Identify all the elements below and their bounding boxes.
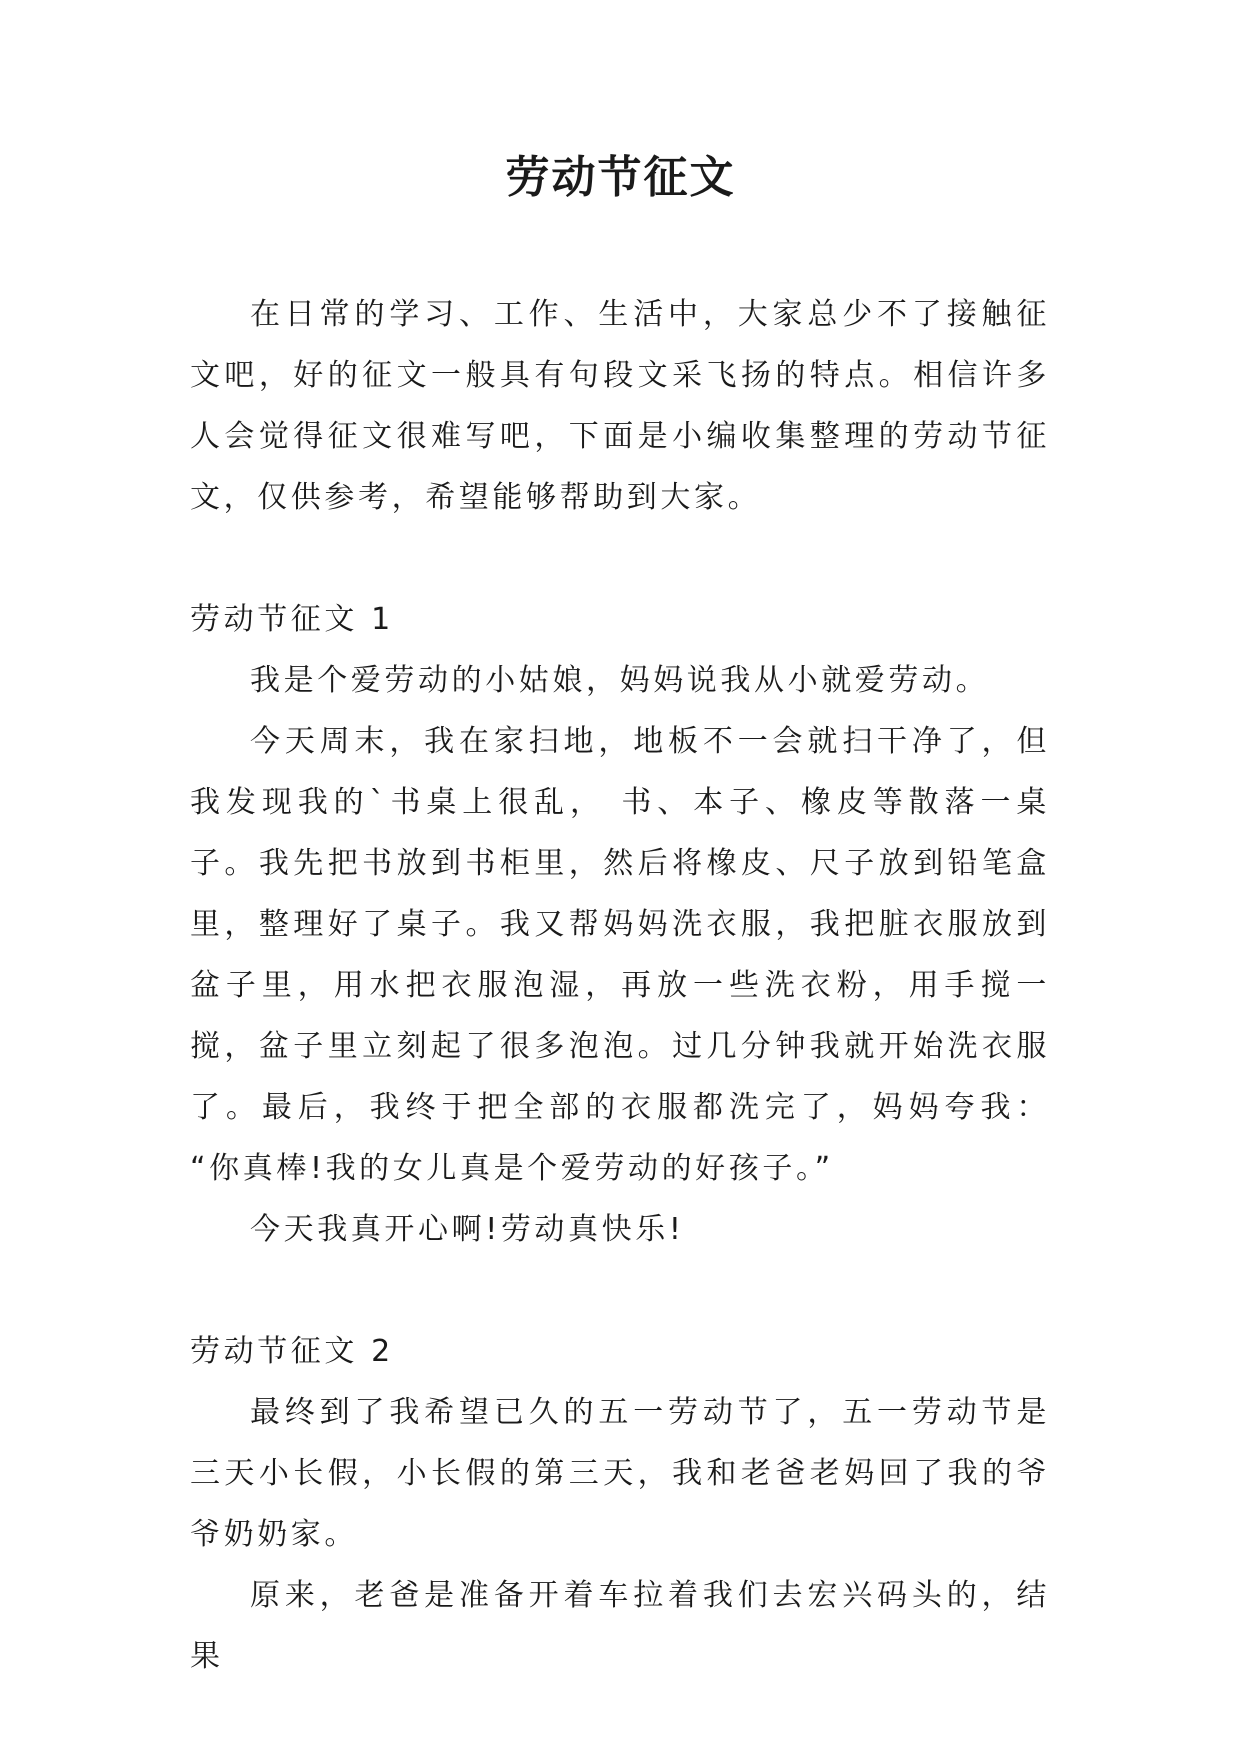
section-heading: 劳动节征文 2 (190, 1334, 394, 1369)
body-paragraph: 今天周末，我在家扫地，地板不一会就扫干净了，但我发现我的`书桌上很乱， 书、本子、橡皮等散落一桌子。我先把书放到书柜里，然后将橡皮、尺子放到铅笔盒里，整理好了桌子。我又帮妈妈洗衣服，我把脏衣服放到盆子里，用水把衣服泡湿，再放一些洗衣粉，用手搅一搅，盆子里立刻起了很多泡泡。过几分钟我就开始洗衣服了。最后，我终于把全部的衣服都洗完了，妈妈夸我： “你真棒!我的女儿真是个爱劳动的好孩子。” (190, 724, 1050, 1186)
section-spacer (190, 528, 1050, 589)
document-title: 劳动节征文 (505, 152, 736, 203)
intro-paragraph: 在日常的学习、工作、生活中，大家总少不了接触征文吧，好的征文一般具有句段文采飞扬的特点。相信许多人会觉得征文很难写吧，下面是小编收集整理的劳动节征文，仅供参考，希望能够帮助到大家。 (190, 297, 1050, 515)
section-spacer (190, 1260, 1050, 1321)
section-heading: 劳动节征文 1 (190, 602, 394, 637)
document-body (190, 284, 1050, 1687)
body-paragraph: 最终到了我希望已久的五一劳动节了，五一劳动节是三天小长假，小长假的第三天，我和老爸老妈回了我的爷爷奶奶家。 (190, 1395, 1050, 1552)
body-paragraph: 我是个爱劳动的小姑娘，妈妈说我从小就爱劳动。 (250, 663, 990, 698)
body-paragraph: 原来，老爸是准备开着车拉着我们去宏兴码头的，结果 (190, 1578, 1050, 1674)
body-paragraph: 今天我真开心啊!劳动真快乐! (250, 1212, 685, 1247)
